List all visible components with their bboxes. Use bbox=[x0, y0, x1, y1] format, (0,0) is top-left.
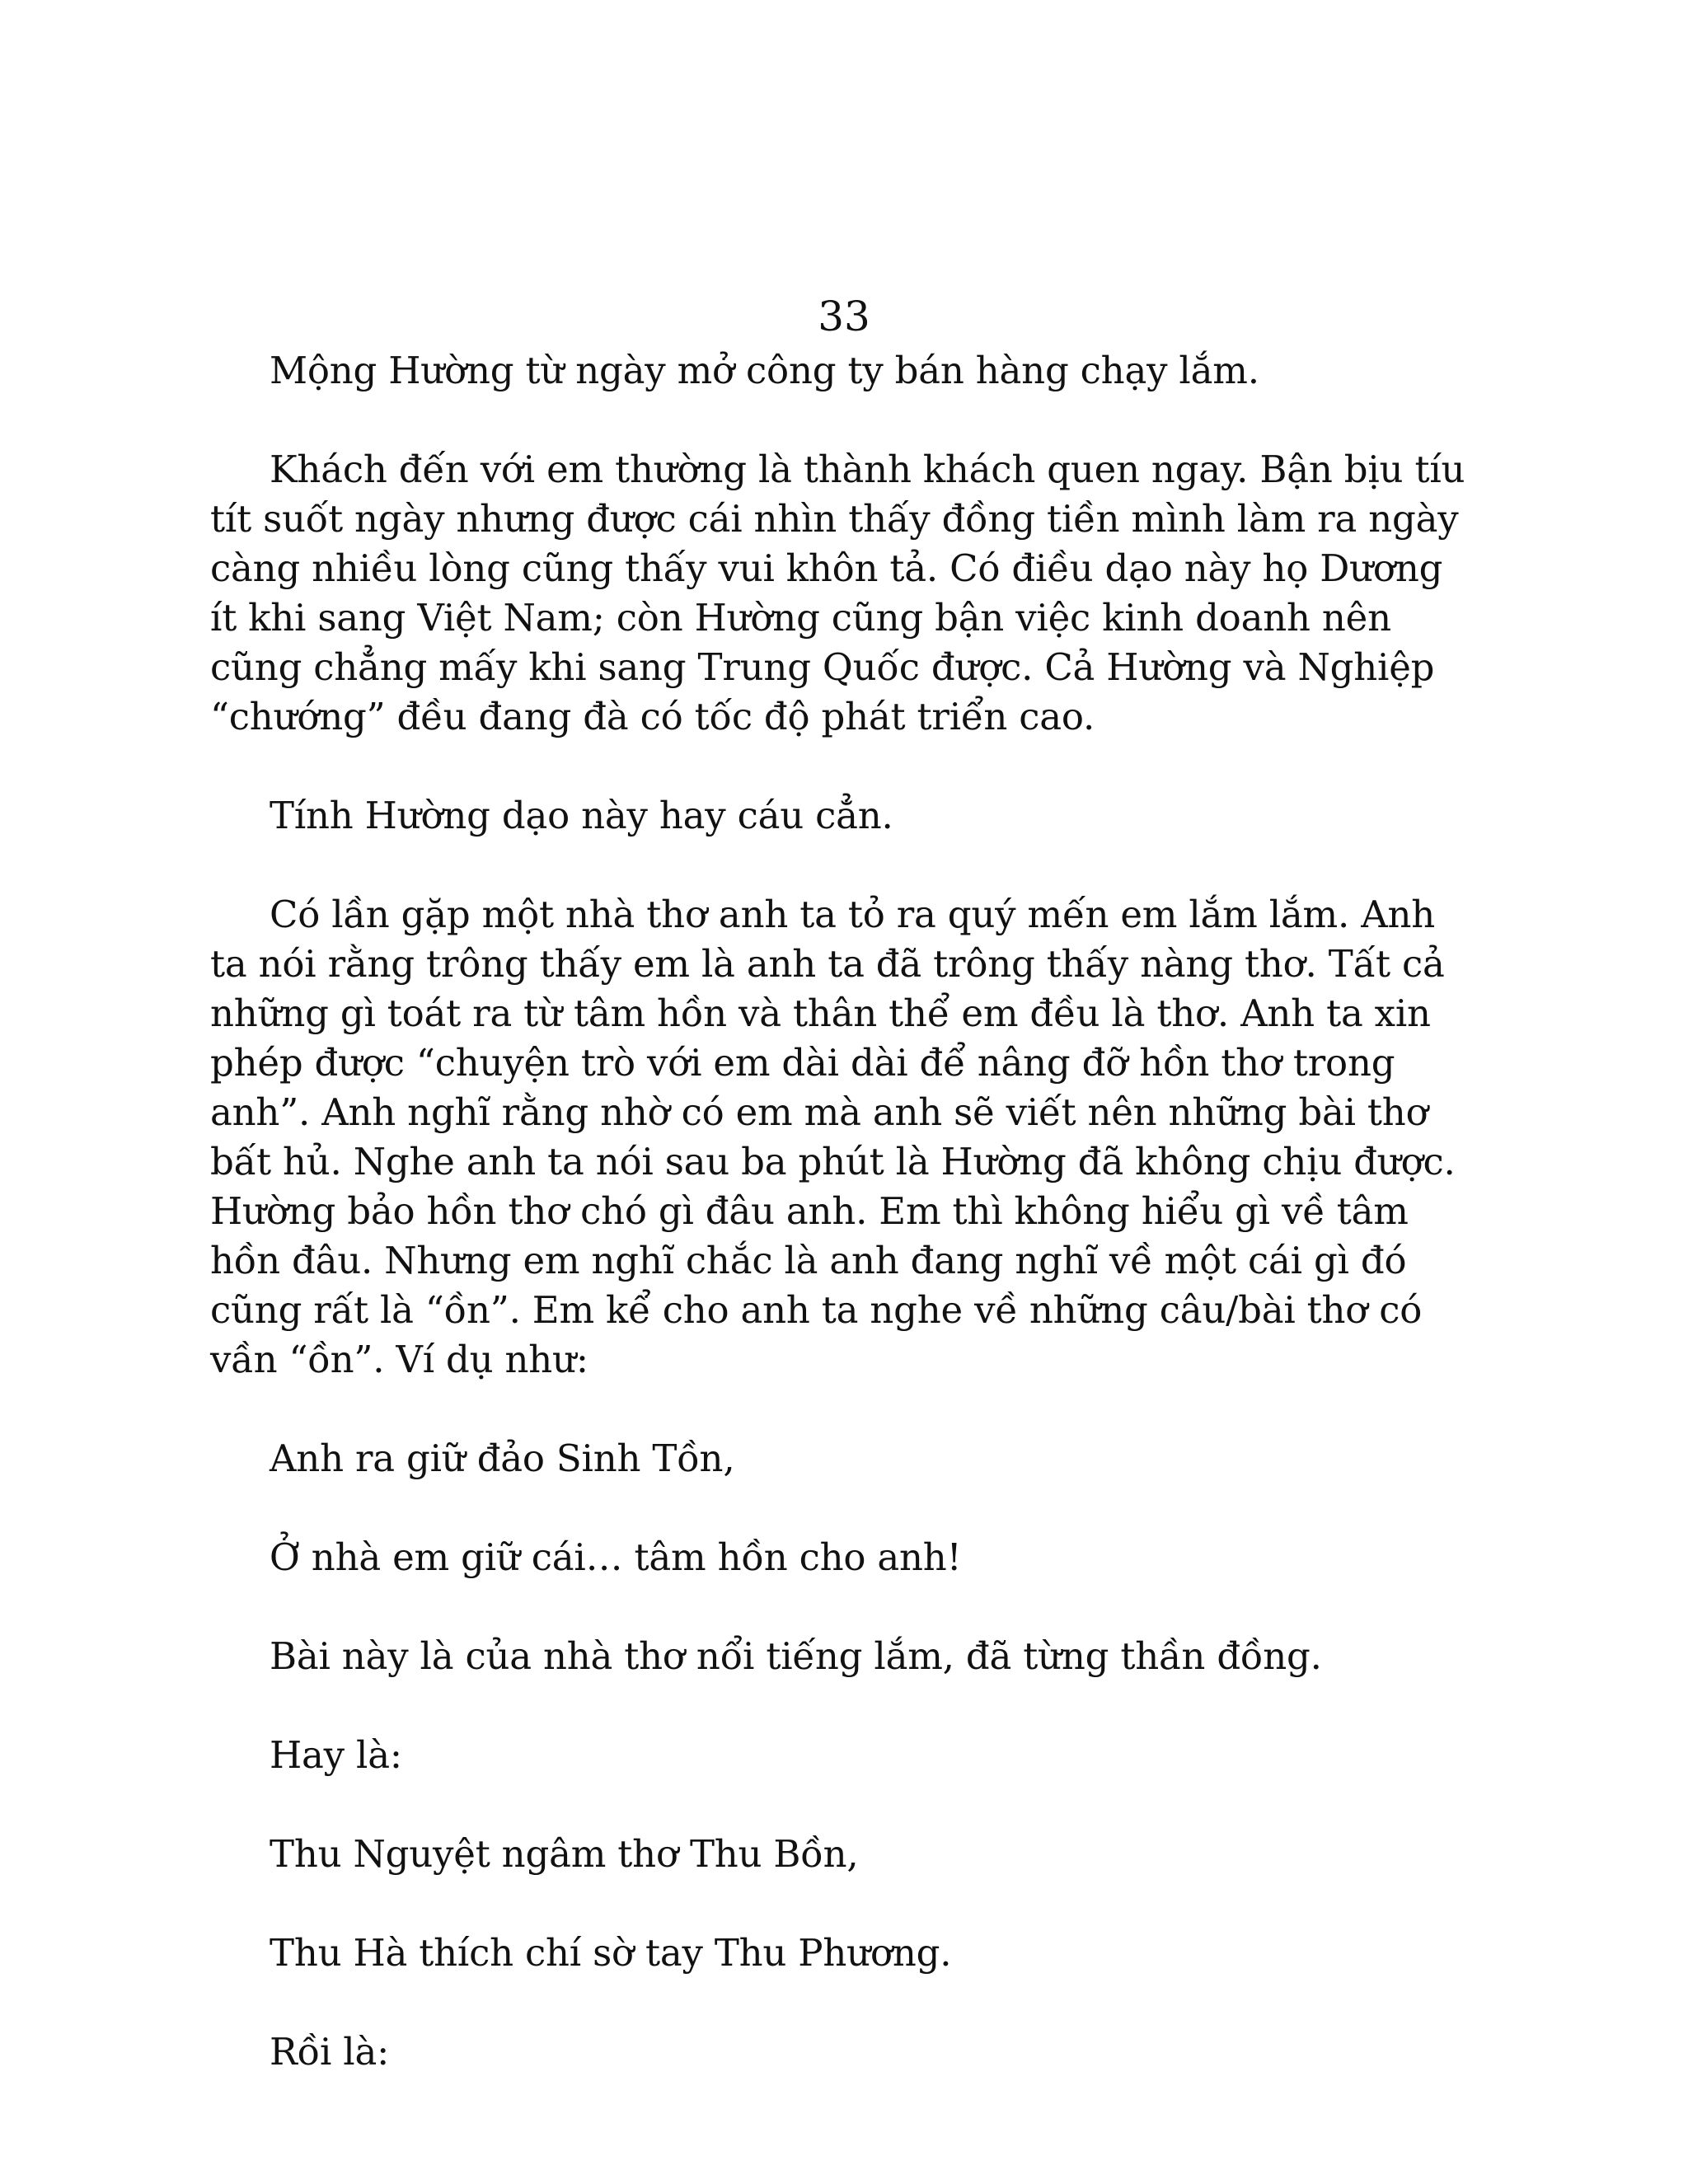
paragraph-transition: Hay là: bbox=[270, 1733, 402, 1777]
poem-line: Thu Nguyệt ngâm thơ Thu Bồn, bbox=[270, 1832, 859, 1876]
poem-line: Ở nhà em giữ cái… tâm hồn cho anh! bbox=[270, 1535, 962, 1579]
poem-line: Thu Hà thích chí sờ tay Thu Phương. bbox=[270, 1931, 952, 1975]
paragraph-poet: Có lần gặp một nhà thơ anh ta tỏ ra quý mến em lắm lắm. Anh ta nói rằng trông thấy em là anh ta đã trông thấy nàng thơ. Tất cả những gì toát ra từ tâm hồn và thân thể em đều là thơ. Anh ta xin phép được “chuyện trò với em dài dài để nâng đỡ hồn thơ trong anh”. Anh nghĩ rằng nhờ có em mà anh sẽ viết nên những bài thơ bất hủ. Nghe anh ta nói sau ba phút là Hường đã không chịu được. Hường bảo hồn thơ chó gì đâu anh. Em thì không hiểu gì về tâm hồn đâu. Nhưng em nghĩ chắc là anh đang nghĩ về một cái gì đó cũng rất là “ồn”. Em kể cho anh ta nghe về những câu/bài thơ có vần “ồn”. Ví dụ như: bbox=[210, 893, 1456, 1381]
poem-line: Anh ra giữ đảo Sinh Tồn, bbox=[270, 1436, 735, 1480]
paragraph-temper: Tính Hường dạo này hay cáu cẳn. bbox=[270, 794, 893, 837]
paragraph-transition: Rồi là: bbox=[270, 2030, 390, 2074]
page-body bbox=[210, 346, 1479, 2126]
page-number: 33 bbox=[818, 293, 870, 340]
paragraph-opening: Mộng Hường từ ngày mở công ty bán hàng chạy lắm. bbox=[270, 349, 1259, 392]
paragraph-business: Khách đến với em thường là thành khách quen ngay. Bận bịu tíu tít suốt ngày nhưng được cái nhìn thấy đồng tiền mình làm ra ngày càng nhiều lòng cũng thấy vui khôn tả. Có điều dạo này họ Dương ít khi sang Việt Nam; còn Hường cũng bận việc kinh doanh nên cũng chẳng mấy khi sang Trung Quốc được. Cả Hường và Nghiệp “chướng” đều đang đà có tốc độ phát triển cao. bbox=[210, 448, 1465, 738]
paragraph-poem-note: Bài này là của nhà thơ nổi tiếng lắm, đã từng thần đồng. bbox=[270, 1634, 1322, 1678]
